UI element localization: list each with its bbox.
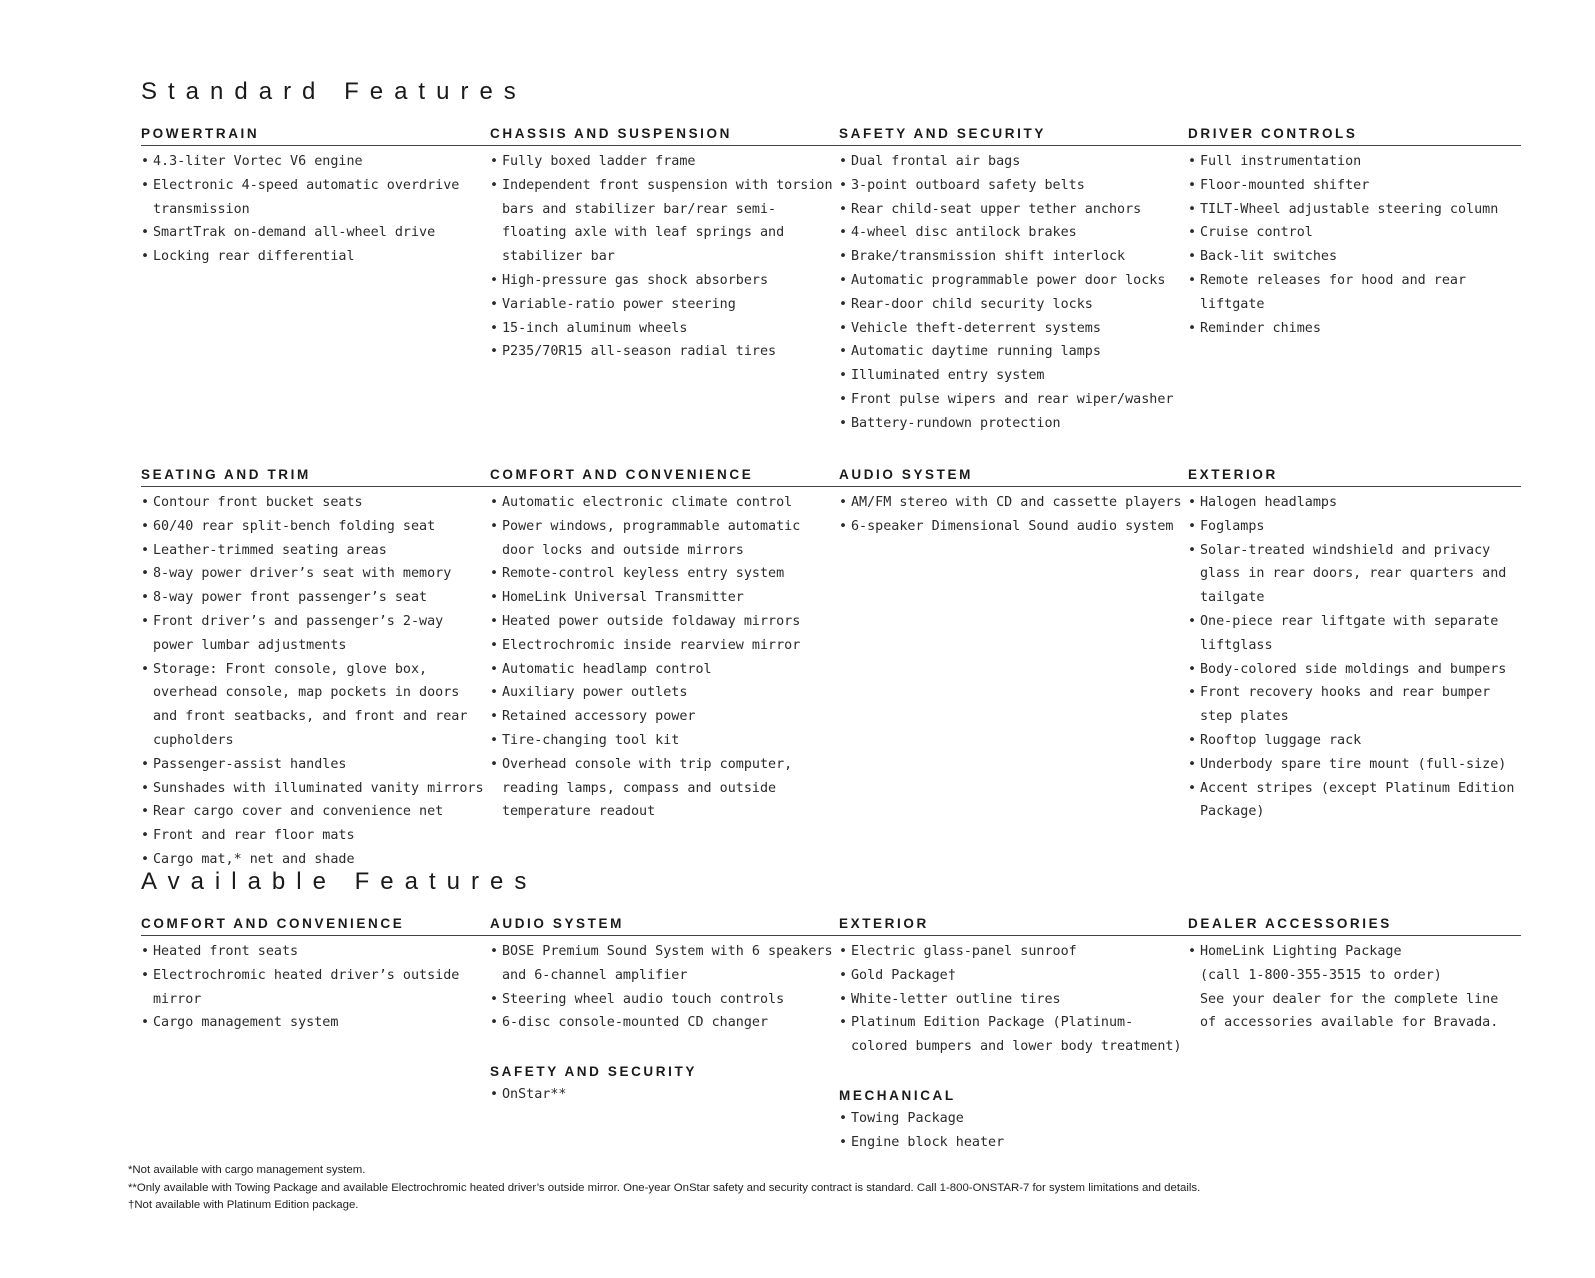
feature-item: • Rear child-seat upper tether anchors	[839, 198, 1188, 222]
column-heading: COMFORT AND CONVENIENCE	[141, 913, 490, 936]
feature-item: • Platinum Edition Package (Platinum-colored bumpers and lower body treatment)	[839, 1011, 1188, 1059]
feature-list	[490, 491, 839, 824]
dealer-accessories-column	[1188, 913, 1521, 1155]
available-mechanical-block	[839, 1085, 1188, 1155]
footnote: *Not available with cargo management system.	[128, 1164, 366, 1176]
column-heading: CHASSIS AND SUSPENSION	[490, 123, 839, 146]
feature-item: • Underbody spare tire mount (full-size)	[1188, 753, 1521, 777]
feature-item: • OnStar**	[490, 1083, 839, 1107]
feature-item: • Gold Package†	[839, 964, 1188, 988]
feature-item: • Body-colored side moldings and bumpers	[1188, 658, 1521, 682]
safety-column	[839, 123, 1188, 436]
feature-list	[1188, 150, 1521, 340]
comfort-column	[490, 464, 839, 872]
feature-list	[490, 940, 839, 1035]
feature-item: • Front driver’s and passenger’s 2-way power lumbar adjustments	[141, 610, 490, 658]
column-heading: POWERTRAIN	[141, 123, 490, 146]
feature-item: • SmartTrak on-demand all-wheel drive	[141, 221, 490, 245]
feature-item: • 6-disc console-mounted CD changer	[490, 1011, 839, 1035]
feature-item: • 60/40 rear split-bench folding seat	[141, 515, 490, 539]
feature-item: • Variable-ratio power steering	[490, 293, 839, 317]
column-heading: DRIVER CONTROLS	[1188, 123, 1521, 146]
feature-item: • Rear cargo cover and convenience net	[141, 800, 490, 824]
feature-item: • Retained accessory power	[490, 705, 839, 729]
feature-item: • 8-way power front passenger’s seat	[141, 586, 490, 610]
feature-item: • Steering wheel audio touch controls	[490, 988, 839, 1012]
column-heading: AUDIO SYSTEM	[490, 913, 839, 936]
feature-item: • AM/FM stereo with CD and cassette players	[839, 491, 1188, 515]
feature-item: • Electrochromic heated driver’s outside mirror	[141, 964, 490, 1012]
column-heading: SEATING AND TRIM	[141, 464, 490, 487]
feature-item: • Heated power outside foldaway mirrors	[490, 610, 839, 634]
available-safety-block	[490, 1061, 839, 1107]
feature-item: • Auxiliary power outlets	[490, 681, 839, 705]
feature-item: • High-pressure gas shock absorbers	[490, 269, 839, 293]
feature-item: • HomeLink Universal Transmitter	[490, 586, 839, 610]
feature-item: • White-letter outline tires	[839, 988, 1188, 1012]
feature-item: • P235/70R15 all-season radial tires	[490, 340, 839, 364]
feature-item: • One-piece rear liftgate with separate liftglass	[1188, 610, 1521, 658]
feature-item: • Cruise control	[1188, 221, 1521, 245]
available-features-row	[141, 913, 1521, 1155]
feature-item: • Independent front suspension with torsion bars and stabilizer bar/rear semi-floating axle with leaf springs and stabilizer bar	[490, 174, 839, 269]
feature-item: • Electronic 4-speed automatic overdrive transmission	[141, 174, 490, 222]
footnotes	[128, 1162, 1200, 1215]
feature-item: • BOSE Premium Sound System with 6 speakers and 6-channel amplifier	[490, 940, 839, 988]
feature-item: • Vehicle theft-deterrent systems	[839, 317, 1188, 341]
column-heading: MECHANICAL	[839, 1087, 956, 1103]
column-heading: SAFETY AND SECURITY	[839, 123, 1188, 146]
feature-item: • Floor-mounted shifter	[1188, 174, 1521, 198]
feature-item: • HomeLink Lighting Package	[1188, 940, 1521, 964]
column-heading: DEALER ACCESSORIES	[1188, 913, 1521, 936]
column-heading: EXTERIOR	[1188, 464, 1521, 487]
audio-column	[839, 464, 1188, 872]
column-heading: COMFORT AND CONVENIENCE	[490, 464, 839, 487]
available-audio-column	[490, 913, 839, 1155]
column-heading: AUDIO SYSTEM	[839, 464, 1188, 487]
footnote: **Only available with Towing Package and available Electrochromic heated driver’s outside mirror. One-year OnStar safety and security contract is standard. Call 1-800-ONSTAR-7 for system limitations and details.	[128, 1181, 1201, 1194]
feature-item: • Halogen headlamps	[1188, 491, 1521, 515]
feature-item: • 4-wheel disc antilock brakes	[839, 221, 1188, 245]
standard-features-row-1	[141, 123, 1521, 436]
feature-list	[839, 940, 1188, 1059]
feature-item: • 6-speaker Dimensional Sound audio system	[839, 515, 1188, 539]
feature-item: • Full instrumentation	[1188, 150, 1521, 174]
feature-item: • Leather-trimmed seating areas	[141, 539, 490, 563]
feature-item: • 3-point outboard safety belts	[839, 174, 1188, 198]
column-heading: EXTERIOR	[839, 913, 1188, 936]
feature-item: • 15-inch aluminum wheels	[490, 317, 839, 341]
standard-features-row-2	[141, 464, 1521, 872]
feature-item: • Remote releases for hood and rear liftgate	[1188, 269, 1521, 317]
feature-item: • Reminder chimes	[1188, 317, 1521, 341]
feature-item: • Passenger-assist handles	[141, 753, 490, 777]
feature-item: • Fully boxed ladder frame	[490, 150, 839, 174]
feature-item: • Engine block heater	[839, 1131, 1188, 1155]
feature-item: • Battery-rundown protection	[839, 412, 1188, 436]
driver-controls-column	[1188, 123, 1521, 436]
feature-list	[490, 150, 839, 364]
feature-item: • Automatic electronic climate control	[490, 491, 839, 515]
column-heading: SAFETY AND SECURITY	[490, 1064, 697, 1080]
feature-item: • Locking rear differential	[141, 245, 490, 269]
feature-item: • Cargo mat,* net and shade	[141, 848, 490, 872]
feature-list	[141, 940, 490, 1035]
feature-item: • Towing Package	[839, 1107, 1188, 1131]
feature-note: See your dealer for the complete line of accessories available for Bravada.	[1200, 991, 1499, 1031]
feature-item: • Power windows, programmable automatic door locks and outside mirrors	[490, 515, 839, 563]
feature-list	[141, 150, 490, 269]
standard-features-title: Standard Features	[141, 78, 527, 105]
feature-list	[1188, 940, 1521, 1035]
feature-item: • Electric glass-panel sunroof	[839, 940, 1188, 964]
feature-list	[1188, 491, 1521, 824]
feature-item: • Cargo management system	[141, 1011, 490, 1035]
feature-item: • Front pulse wipers and rear wiper/washer	[839, 388, 1188, 412]
feature-item: • Dual frontal air bags	[839, 150, 1188, 174]
available-comfort-column	[141, 913, 490, 1155]
powertrain-column	[141, 123, 490, 436]
available-exterior-column	[839, 913, 1188, 1155]
feature-item: • Storage: Front console, glove box, overhead console, map pockets in doors and front seatbacks, and front and rear cupholders	[141, 658, 490, 753]
feature-item: • Front recovery hooks and rear bumper step plates	[1188, 681, 1521, 729]
seating-column	[141, 464, 490, 872]
feature-item: • Automatic programmable power door locks	[839, 269, 1188, 293]
feature-item: • Back-lit switches	[1188, 245, 1521, 269]
feature-list	[141, 491, 490, 872]
chassis-column	[490, 123, 839, 436]
available-features-title: Available Features	[141, 868, 538, 895]
feature-item: • Contour front bucket seats	[141, 491, 490, 515]
feature-item: • Foglamps	[1188, 515, 1521, 539]
feature-item: • 4.3-liter Vortec V6 engine	[141, 150, 490, 174]
feature-item: • Electrochromic inside rearview mirror	[490, 634, 839, 658]
feature-item: • Sunshades with illuminated vanity mirrors	[141, 777, 490, 801]
feature-item: • Overhead console with trip computer, reading lamps, compass and outside temperature readout	[490, 753, 839, 824]
feature-item: • 8-way power driver’s seat with memory	[141, 562, 490, 586]
exterior-column	[1188, 464, 1521, 872]
feature-item: • TILT-Wheel adjustable steering column	[1188, 198, 1521, 222]
feature-item: • Accent stripes (except Platinum Edition Package)	[1188, 777, 1521, 825]
feature-note: (call 1-800-355-3515 to order)	[1200, 967, 1442, 983]
feature-item: • Automatic daytime running lamps	[839, 340, 1188, 364]
feature-item: • Illuminated entry system	[839, 364, 1188, 388]
feature-list	[839, 150, 1188, 436]
feature-item: • Brake/transmission shift interlock	[839, 245, 1188, 269]
feature-item: • Remote-control keyless entry system	[490, 562, 839, 586]
feature-item: • Automatic headlamp control	[490, 658, 839, 682]
feature-item: • Rooftop luggage rack	[1188, 729, 1521, 753]
feature-item: • Tire-changing tool kit	[490, 729, 839, 753]
footnote: †Not available with Platinum Edition package.	[128, 1199, 359, 1212]
feature-item: • Heated front seats	[141, 940, 490, 964]
feature-list	[839, 1107, 1188, 1155]
feature-list	[839, 491, 1188, 539]
feature-item: • Rear-door child security locks	[839, 293, 1188, 317]
feature-item: • Solar-treated windshield and privacy glass in rear doors, rear quarters and tailgate	[1188, 539, 1521, 610]
feature-item: • Front and rear floor mats	[141, 824, 490, 848]
feature-list	[490, 1083, 839, 1107]
